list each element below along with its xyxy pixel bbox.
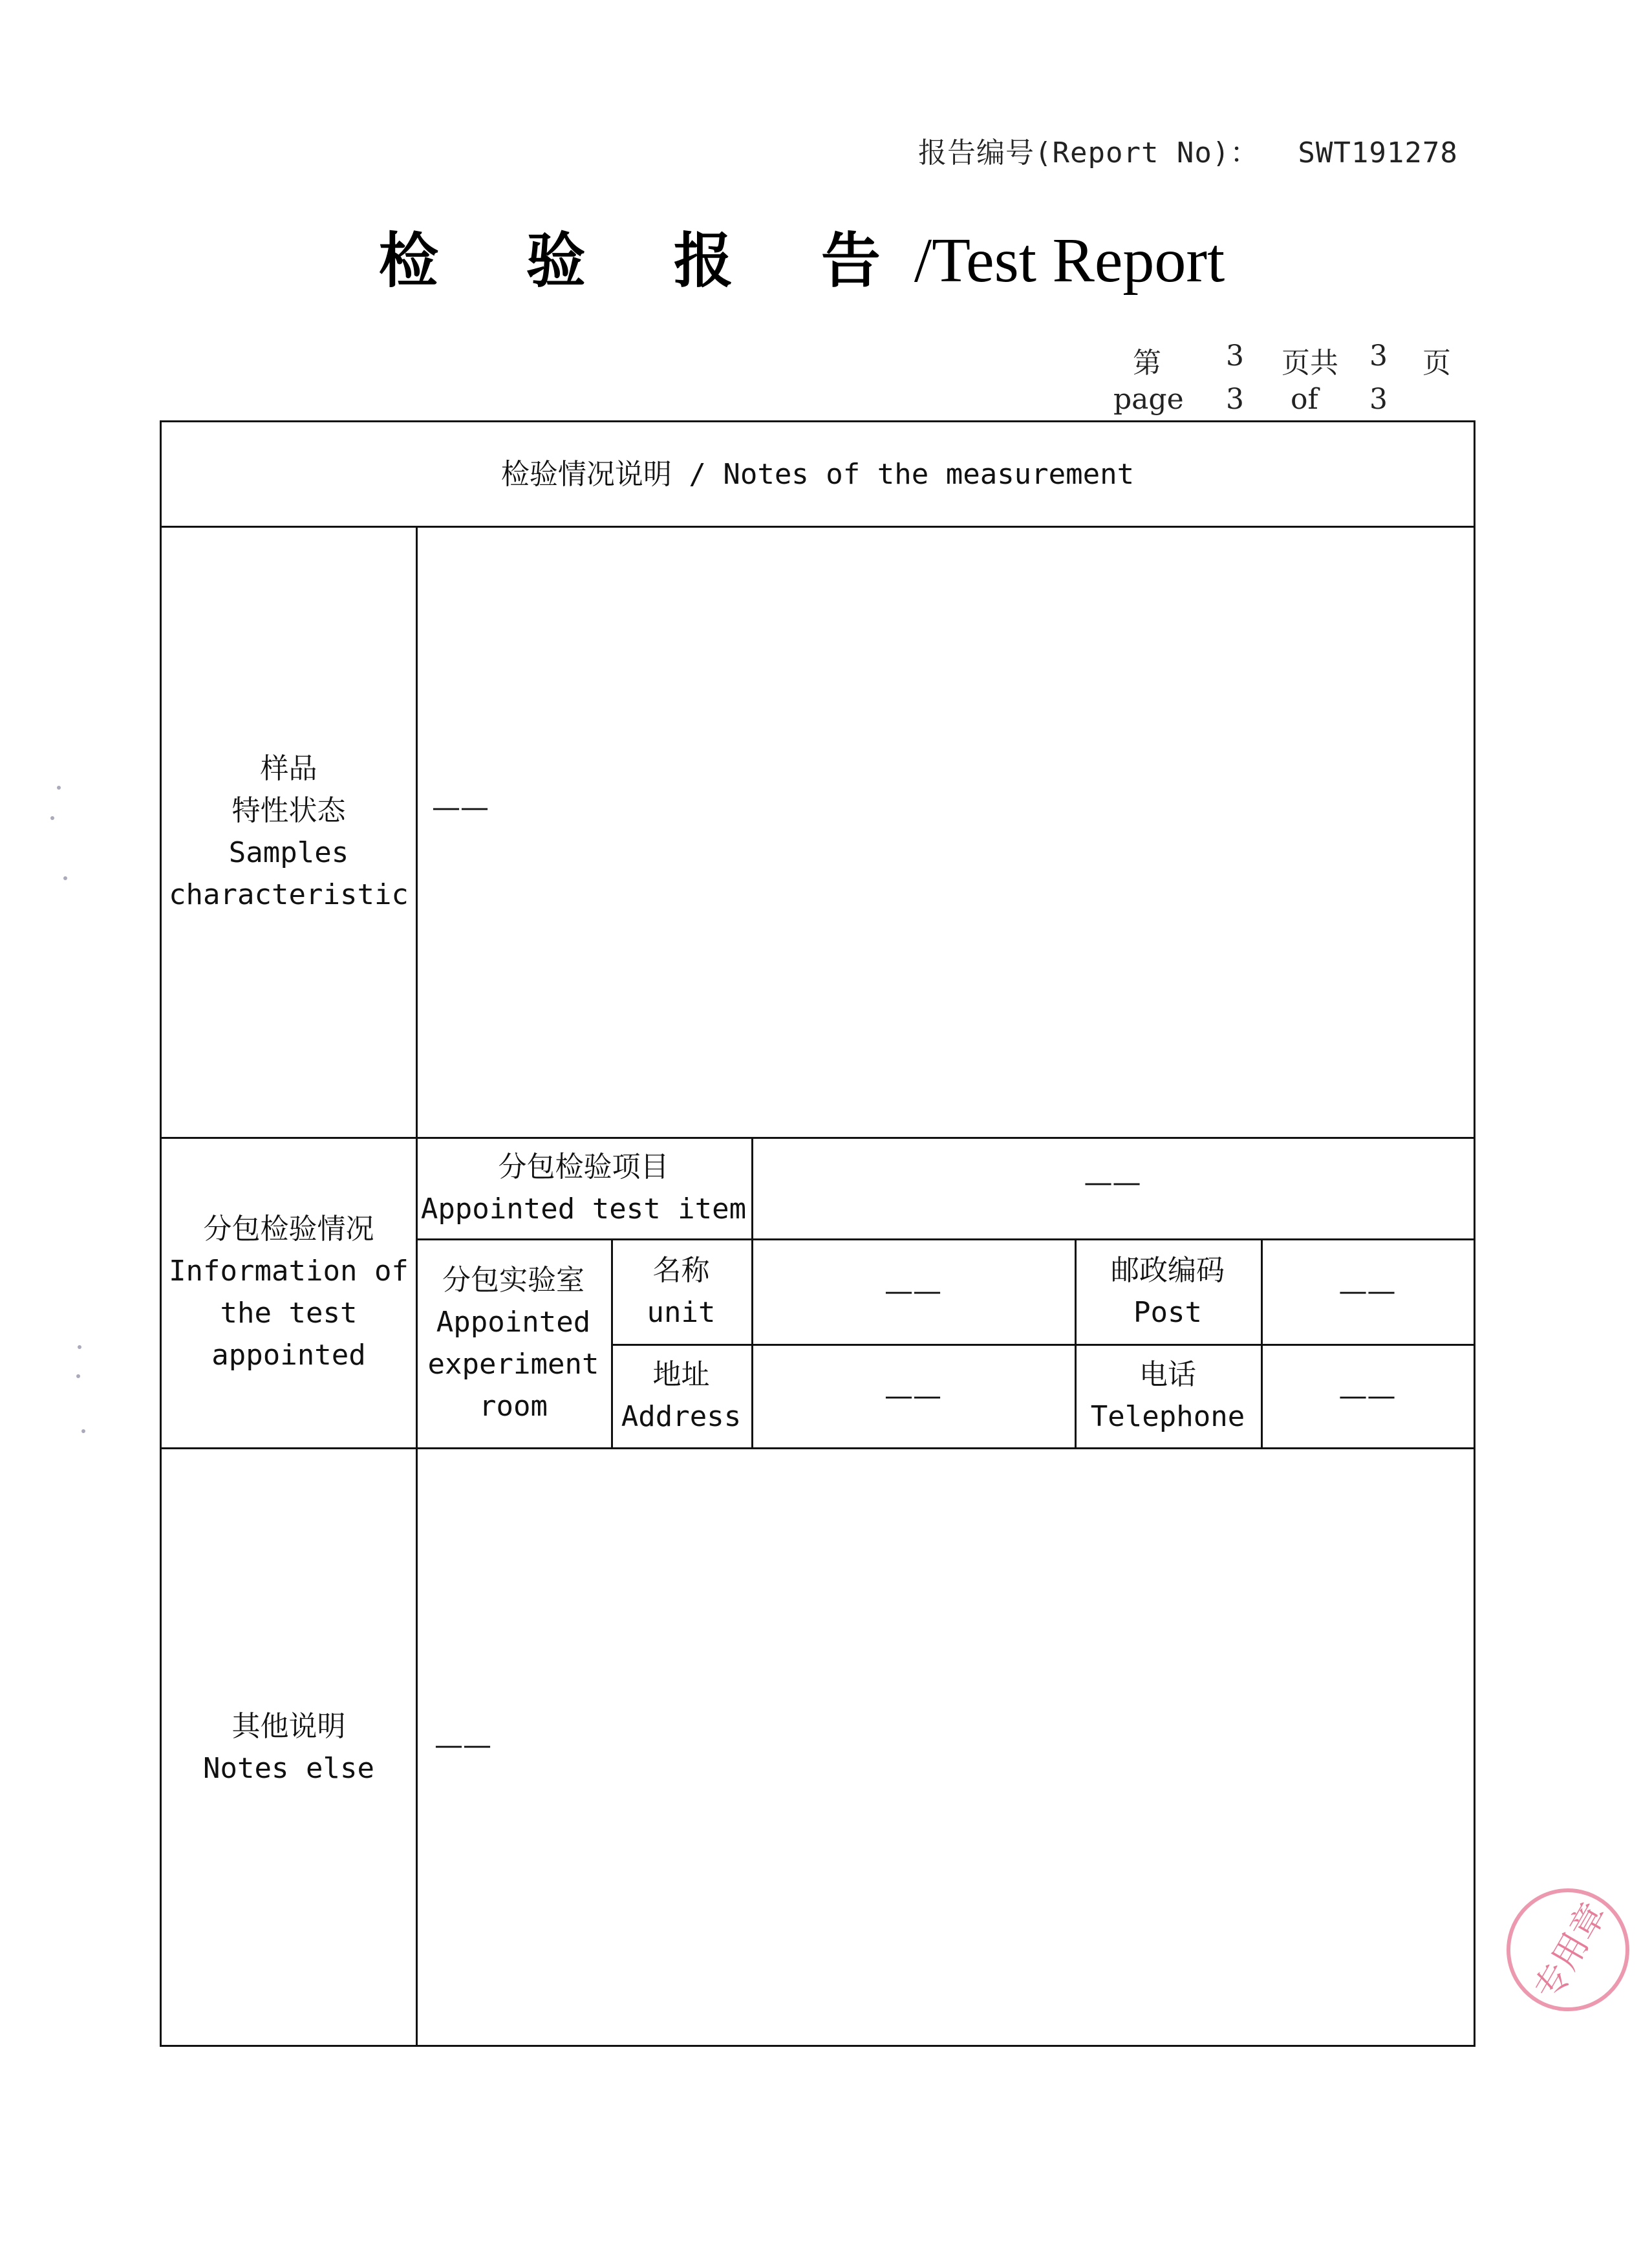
phone-label-en: Telephone [1090, 1400, 1245, 1433]
appointed-lab-label [416, 1238, 611, 1447]
subcontract-label-cn: 分包检验情况 [203, 1213, 374, 1246]
page-title [0, 213, 1604, 299]
stamp-text: 专用章 [1526, 1895, 1614, 2007]
post-label-en: Post [1133, 1295, 1202, 1329]
post-code-label [1075, 1238, 1261, 1344]
scan-speckle [63, 876, 67, 880]
sample-label-en-1: Samples [228, 836, 349, 869]
table-heading: 检验情况说明 / Notes of the measurement [500, 457, 1135, 491]
address-label-cn: 地址 [652, 1358, 710, 1391]
page-cn-current: 3 [1226, 340, 1244, 373]
lab-label-en-3: room [479, 1389, 548, 1423]
other-notes-label [162, 1447, 416, 2047]
unit-name-label [611, 1238, 751, 1344]
post-code-value: —— [1338, 1275, 1396, 1308]
subcontract-label-en-3: appointed [211, 1339, 366, 1372]
page-en-middle: of [1291, 383, 1318, 416]
scan-speckle [57, 786, 61, 790]
sample-label-cn-1: 样品 [260, 751, 317, 785]
report-number-label: 报告编号(Report No)： [918, 136, 1260, 169]
notes-label-cn: 其他说明 [231, 1709, 346, 1743]
page-cn-middle: 页共 [1282, 347, 1338, 380]
page-en-current: 3 [1226, 383, 1244, 416]
post-label-cn: 邮政编码 [1111, 1253, 1225, 1287]
sample-characteristic-value: —— [432, 791, 489, 824]
telephone-value: —— [1338, 1379, 1396, 1412]
page-en-total: 3 [1369, 383, 1388, 416]
scan-speckle [50, 816, 54, 820]
name-label-cn: 名称 [652, 1253, 710, 1287]
title-english: /Test Report [914, 226, 1225, 296]
title-chinese: 检 验 报 告 [378, 226, 914, 296]
phone-label-cn: 电话 [1139, 1358, 1196, 1391]
sample-label-cn-2: 特性状态 [231, 794, 346, 827]
page-cn-total: 3 [1369, 340, 1388, 373]
measurement-notes-table [160, 420, 1475, 2047]
report-number-value: SWT191278 [1298, 136, 1458, 169]
lab-label-en-2: experiment [427, 1347, 599, 1381]
scan-speckle [81, 1429, 85, 1433]
appointed-test-item-value: —— [1084, 1165, 1141, 1199]
sample-characteristic-label [162, 526, 416, 1137]
subcontract-info-label [162, 1137, 416, 1447]
item-label-en: Appointed test item [420, 1192, 747, 1226]
page-cn-suffix: 页 [1422, 347, 1451, 380]
subcontract-label-en-2: the test [220, 1297, 358, 1330]
telephone-label [1075, 1344, 1261, 1447]
other-notes-value: —— [434, 1729, 491, 1762]
page-en-prefix: page [1113, 383, 1184, 416]
sample-label-en-2: characteristic [169, 878, 409, 911]
lab-label-cn: 分包实验室 [442, 1263, 585, 1297]
seal-stamp [1484, 1866, 1652, 2034]
address-label-en: Address [621, 1400, 742, 1433]
scan-speckle [78, 1345, 81, 1349]
lab-label-en-1: Appointed [436, 1305, 591, 1339]
appointed-test-item-label [416, 1137, 751, 1238]
scan-speckle [76, 1374, 80, 1378]
notes-label-en: Notes else [203, 1751, 374, 1785]
page-cn-prefix: 第 [1133, 347, 1161, 380]
address-value: —— [885, 1379, 941, 1412]
item-label-cn: 分包检验项目 [498, 1150, 669, 1183]
subcontract-label-en-1: Information of [169, 1255, 409, 1288]
unit-name-value: —— [885, 1275, 941, 1308]
name-label-en: unit [647, 1295, 716, 1329]
report-number [918, 129, 1458, 171]
address-label [611, 1344, 751, 1447]
